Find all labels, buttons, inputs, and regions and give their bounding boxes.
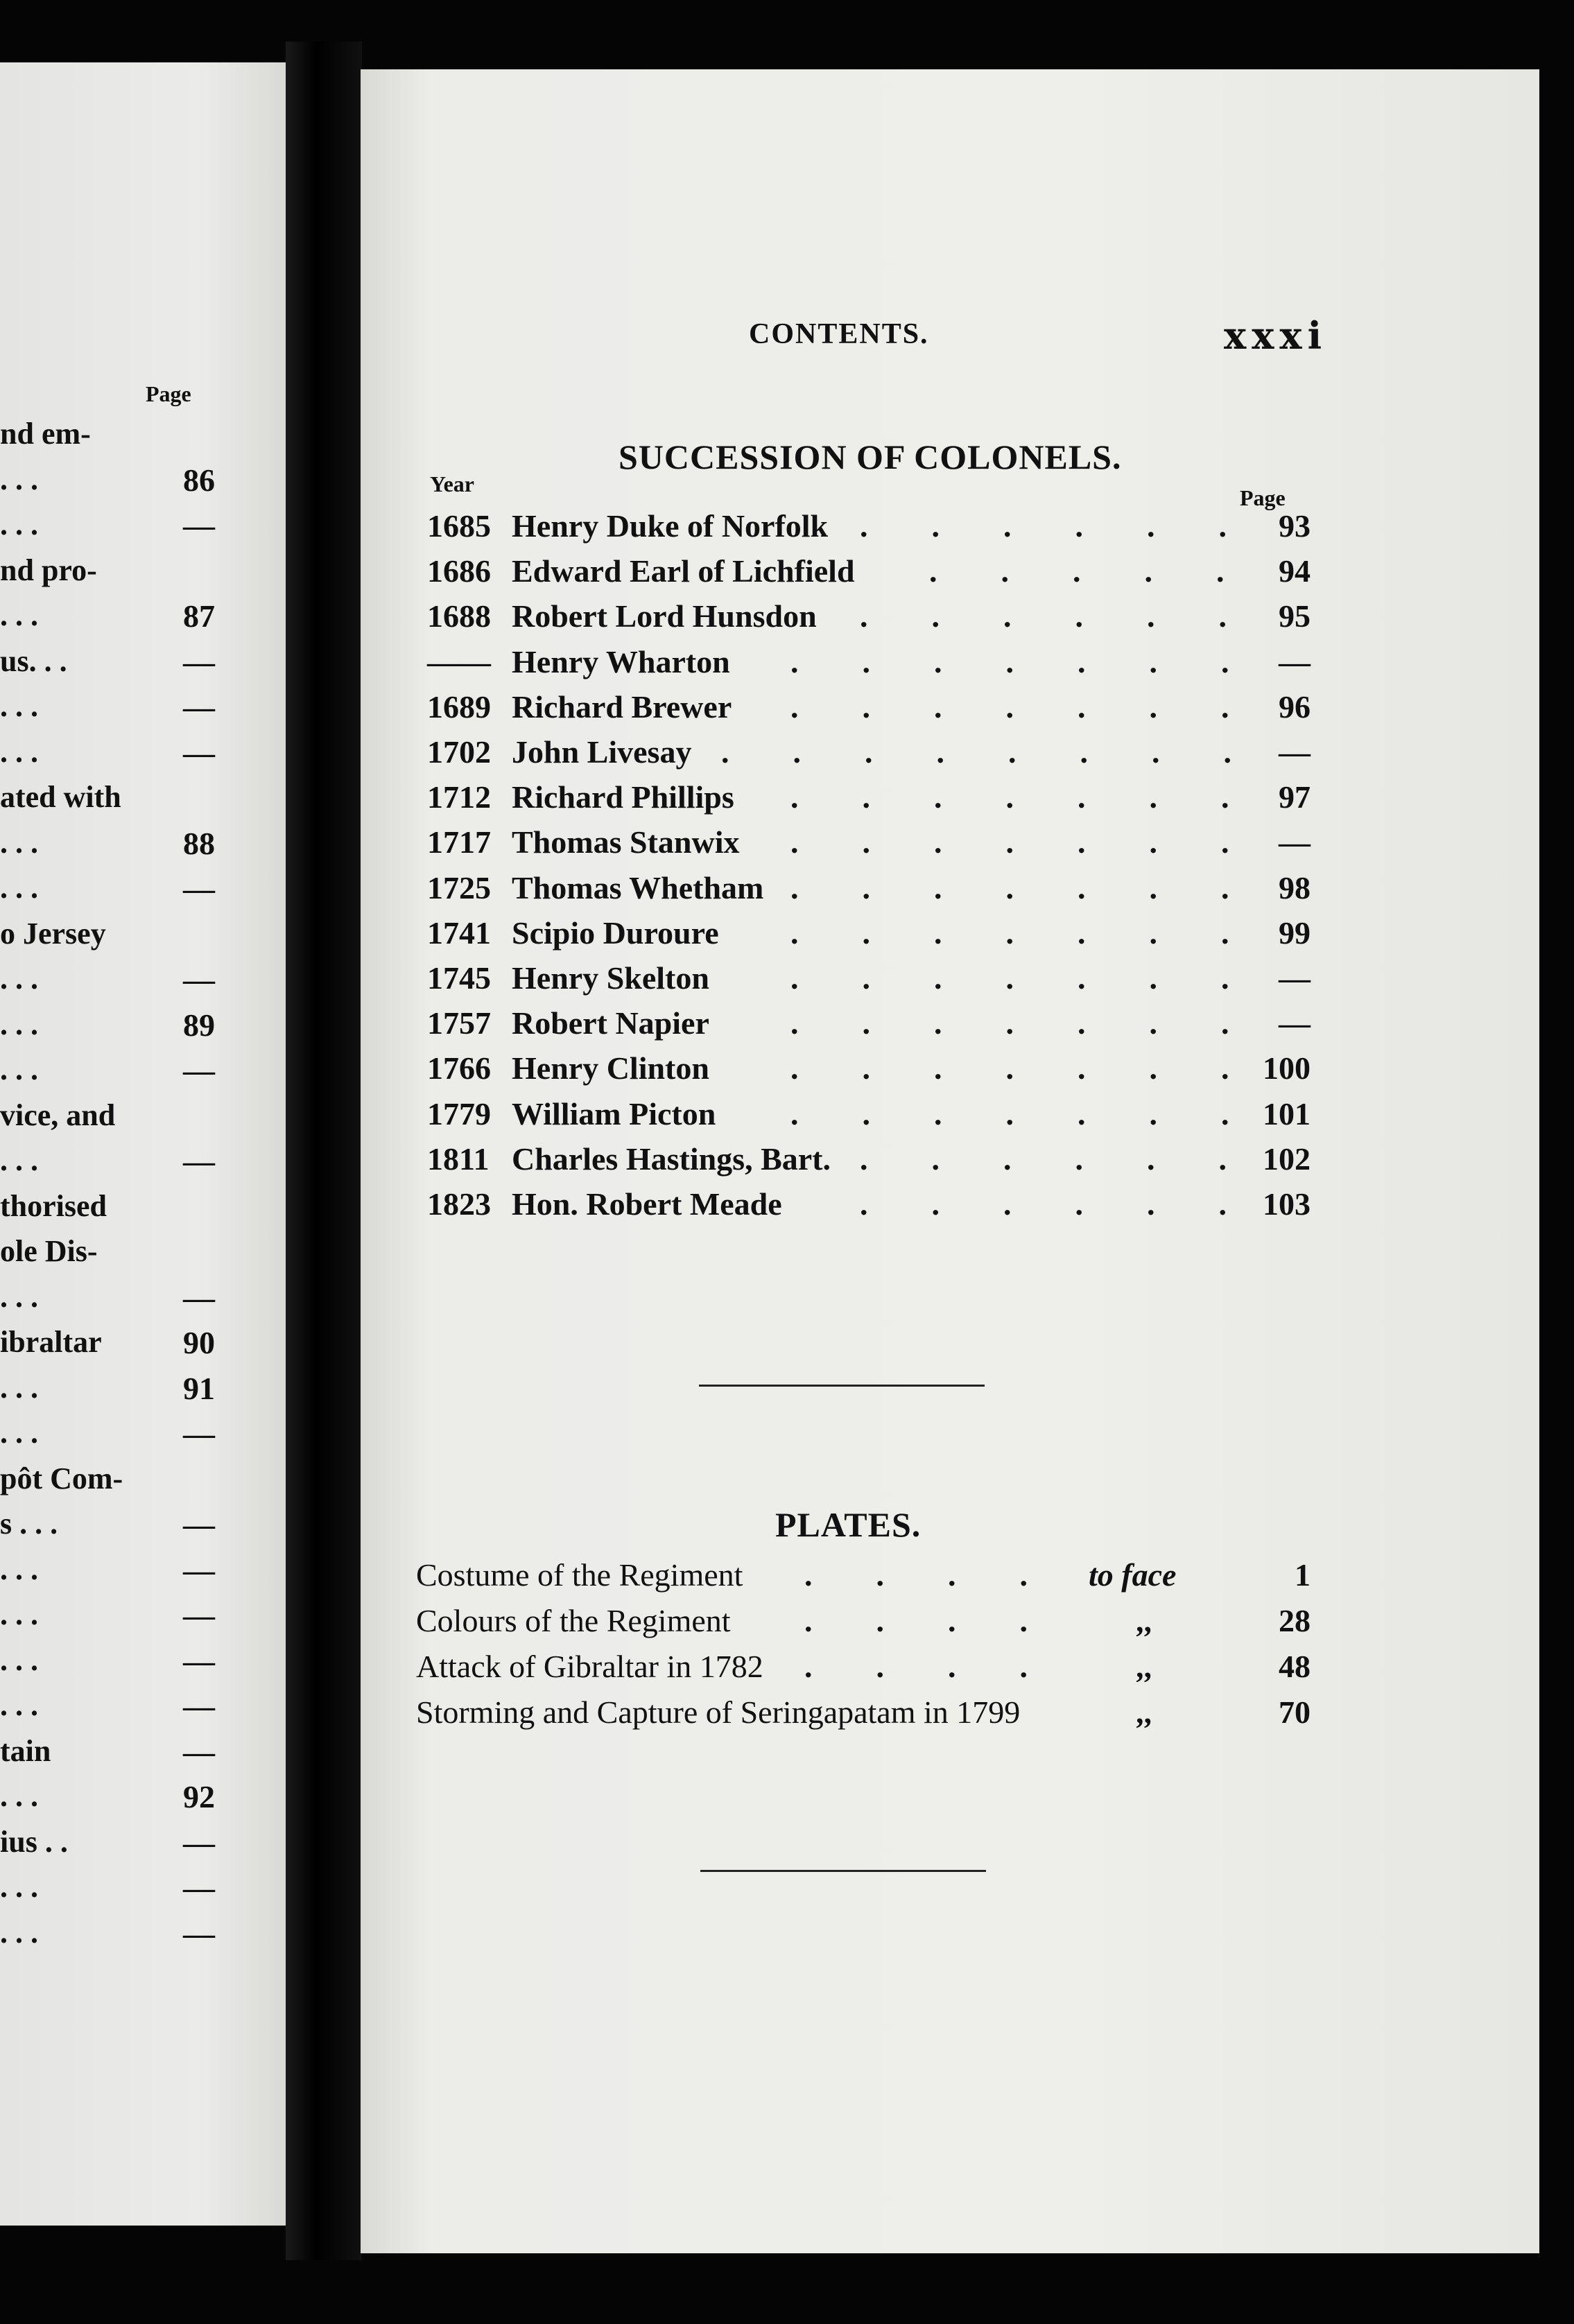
dot-leader: . . . . . . . [790, 824, 1229, 860]
colonel-row [361, 1186, 1539, 1230]
colonel-year: 1779 [427, 1095, 491, 1131]
dot-leader: . . . . . . . [790, 960, 1229, 996]
left-line-page: 92 [183, 1779, 215, 1814]
colonel-year: 1688 [427, 598, 491, 634]
colonel-row [361, 824, 1539, 868]
left-line-text: pôt Com- [0, 1461, 123, 1495]
left-line-text: . . . [0, 508, 38, 541]
left-line-text: o Jersey [0, 916, 106, 951]
left-line-page: — [183, 1688, 215, 1724]
colonel-year: 1686 [427, 553, 491, 589]
colonel-row [361, 869, 1539, 914]
colonel-page: 98 [1279, 869, 1311, 905]
colonel-name: Edward Earl of Lichfield [512, 553, 855, 589]
book-gutter [286, 42, 362, 2260]
colonel-name: Henry Duke of Norfolk [512, 508, 829, 544]
dot-leader: . . . . . . . [790, 1095, 1229, 1131]
left-line-text: . . . [0, 1370, 38, 1405]
dot-leader: . . . . . . . [790, 688, 1229, 725]
colonel-page: — [1279, 734, 1311, 770]
left-line-text: . . . [0, 1279, 38, 1314]
colonel-year: 1757 [427, 1005, 491, 1041]
left-line-text: . . . [0, 598, 38, 632]
dot-leader: . . . . [804, 1603, 1028, 1638]
colonel-page: 93 [1279, 508, 1311, 544]
right-page [361, 69, 1539, 2253]
dot-leader: . . . . . . . [790, 914, 1229, 951]
left-line-page: — [183, 1915, 215, 1951]
colonel-year: 1702 [427, 734, 491, 770]
colonels-title: SUCCESSION OF COLONELS. [619, 437, 1122, 476]
plate-reference: ,, [1137, 1603, 1153, 1638]
dot-leader: . . . . [804, 1649, 1028, 1684]
colonel-name: Henry Skelton [512, 960, 709, 996]
dot-leader: . . . . . [929, 553, 1225, 589]
colonel-name: Henry Clinton [512, 1050, 709, 1086]
colonel-row [361, 508, 1539, 552]
left-line-text: nd em- [0, 417, 91, 451]
colonel-page: 94 [1279, 553, 1311, 589]
left-line-text: . . . [0, 825, 38, 860]
colonel-year: 1717 [427, 824, 491, 860]
colonel-page: 100 [1263, 1050, 1311, 1086]
plate-title: Costume of the Regiment [416, 1557, 743, 1593]
left-line-text: . . . [0, 1007, 38, 1041]
dot-leader: . . . . . . . [790, 869, 1229, 905]
left-line-text: ibraltar [0, 1325, 102, 1359]
dot-leader: . . . . . . . [790, 643, 1229, 679]
colonel-name: Hon. Robert Meade [512, 1186, 782, 1222]
colonel-page: — [1279, 1005, 1311, 1041]
colonel-year: 1766 [427, 1050, 491, 1086]
dot-leader: . . . . . . . . [721, 734, 1231, 770]
left-line-page: — [183, 734, 215, 770]
dot-leader: . . . . . . [860, 598, 1227, 634]
colonel-name: Robert Napier [512, 1005, 709, 1041]
left-line-text: . . . [0, 734, 38, 769]
colonel-page: 99 [1279, 914, 1311, 951]
plate-page: 70 [1279, 1694, 1311, 1730]
plate-title: Colours of the Regiment [416, 1603, 731, 1638]
colonel-year: 1685 [427, 508, 491, 544]
left-line-text: ius . . [0, 1824, 68, 1859]
plate-reference: to face [1089, 1557, 1177, 1593]
left-line-page: — [183, 1870, 215, 1905]
left-line-text: . . . [0, 1688, 38, 1722]
left-line-page: — [183, 1552, 215, 1588]
plate-reference: ,, [1137, 1649, 1153, 1684]
dot-leader: . . . . . . . [790, 1005, 1229, 1041]
colonel-year: 1745 [427, 960, 491, 996]
colonel-row [361, 1005, 1539, 1049]
colonel-row [361, 734, 1539, 778]
plate-title: Attack of Gibraltar in 1782 [416, 1649, 763, 1684]
colonel-row [361, 688, 1539, 733]
colonel-page: — [1279, 960, 1311, 996]
left-line-page: 87 [183, 598, 215, 634]
colonel-page: 97 [1279, 779, 1311, 815]
running-head: CONTENTS. [749, 318, 929, 350]
left-line-page: — [183, 1507, 215, 1542]
left-line-page: — [183, 1052, 215, 1088]
plates-title: PLATES. [775, 1505, 922, 1544]
colonel-page: — [1279, 824, 1311, 860]
colonel-name: Robert Lord Hunsdon [512, 598, 817, 634]
left-line-page: — [183, 1733, 215, 1769]
colonel-name: William Picton [512, 1095, 716, 1131]
left-line-text: . . . [0, 1779, 38, 1813]
left-line-text: thorised [0, 1188, 107, 1223]
left-line-text: . . . [0, 1052, 38, 1086]
plate-reference: ,, [1137, 1694, 1153, 1730]
left-line-page: — [183, 1642, 215, 1679]
left-page [0, 62, 286, 2226]
colonel-name: Thomas Stanwix [512, 824, 740, 860]
dot-leader: . . . . . . . [790, 779, 1229, 815]
plate-row [361, 1602, 1539, 1647]
left-line-text: . . . [0, 1597, 38, 1631]
left-line-page: — [183, 871, 215, 906]
plate-row [361, 1694, 1539, 1738]
colonel-name: Henry Wharton [512, 643, 730, 679]
colonel-row [361, 643, 1539, 688]
left-line-text: . . . [0, 962, 38, 996]
colonel-year: 1712 [427, 779, 491, 815]
left-line-text: nd pro- [0, 553, 97, 587]
dot-leader: . . . . . . [860, 1186, 1227, 1222]
left-line-page: 88 [183, 825, 215, 861]
colonel-year: —— [427, 643, 491, 679]
left-line-page: — [183, 1279, 215, 1315]
left-line-text: . . . [0, 871, 38, 905]
left-line-text: us. . . [0, 643, 67, 678]
left-line-page: 91 [183, 1370, 215, 1406]
colonel-name: Scipio Duroure [512, 914, 719, 951]
left-line-page: 90 [183, 1325, 215, 1360]
left-line-text: . . . [0, 689, 38, 723]
left-line-text: ated with [0, 780, 121, 814]
left-line-page: — [183, 689, 215, 725]
colonel-page: — [1279, 643, 1311, 679]
left-line-text: . . . [0, 1552, 38, 1586]
colonel-year: 1811 [427, 1141, 490, 1177]
colonel-page: 102 [1263, 1141, 1311, 1177]
colonel-row [361, 914, 1539, 959]
dot-leader: . . . . . . [860, 1141, 1227, 1177]
colonel-row [361, 1095, 1539, 1140]
left-line-text: vice, and [0, 1098, 116, 1132]
colonel-year: 1823 [427, 1186, 491, 1222]
left-line-text: ole Dis- [0, 1234, 98, 1268]
left-line-text: . . . [0, 1416, 38, 1450]
dot-leader: . . . . [804, 1557, 1028, 1593]
colonel-year: 1725 [427, 869, 491, 905]
left-line-page: — [183, 1597, 215, 1633]
left-line-text: s . . . [0, 1507, 58, 1541]
plate-page: 1 [1295, 1557, 1311, 1593]
colonel-page: 101 [1263, 1095, 1311, 1131]
end-divider [700, 1870, 986, 1872]
page-folio: xxxi [1224, 313, 1328, 358]
plate-title: Storming and Capture of Seringapatam in 1799 [416, 1694, 1021, 1730]
colonel-name: Thomas Whetham [512, 869, 764, 905]
year-column-header: Year [430, 471, 474, 496]
left-line-text: . . . [0, 1915, 38, 1950]
colonel-row [361, 779, 1539, 823]
left-line-page: 86 [183, 462, 215, 498]
plate-page: 28 [1279, 1603, 1311, 1638]
section-divider [699, 1385, 985, 1387]
colonel-row [361, 598, 1539, 642]
colonel-row [361, 553, 1539, 597]
left-line-page: — [183, 508, 215, 543]
page-column-header: Page [1240, 485, 1286, 510]
left-line-text: . . . [0, 1642, 38, 1677]
left-line-page: — [183, 1416, 215, 1451]
colonel-row [361, 1050, 1539, 1094]
left-line-text: . . . [0, 1143, 38, 1177]
left-line-page: — [183, 962, 215, 997]
left-line-page: — [183, 1824, 215, 1860]
dot-leader: . . . . . . . [790, 1050, 1229, 1086]
colonel-page: 103 [1263, 1186, 1311, 1222]
colonel-page: 96 [1279, 688, 1311, 725]
colonel-name: Charles Hastings, Bart. [512, 1141, 831, 1177]
left-line-text: . . . [0, 462, 38, 496]
colonel-name: Richard Phillips [512, 779, 734, 815]
left-page-header: Page [146, 381, 191, 406]
left-line-page: — [183, 643, 215, 679]
colonel-name: John Livesay [512, 734, 692, 770]
colonel-page: 95 [1279, 598, 1311, 634]
left-line-text: tain [0, 1733, 51, 1768]
left-line-text: . . . [0, 1870, 38, 1904]
plate-row [361, 1648, 1539, 1692]
plate-page: 48 [1279, 1649, 1311, 1684]
dot-leader: . . . . . . [860, 508, 1227, 544]
plate-row [361, 1556, 1539, 1601]
left-line-page: 89 [183, 1007, 215, 1043]
colonel-row [361, 1141, 1539, 1185]
colonel-name: Richard Brewer [512, 688, 732, 725]
colonel-year: 1689 [427, 688, 491, 725]
colonel-row [361, 960, 1539, 1004]
colonel-year: 1741 [427, 914, 491, 951]
left-line-page: — [183, 1143, 215, 1179]
